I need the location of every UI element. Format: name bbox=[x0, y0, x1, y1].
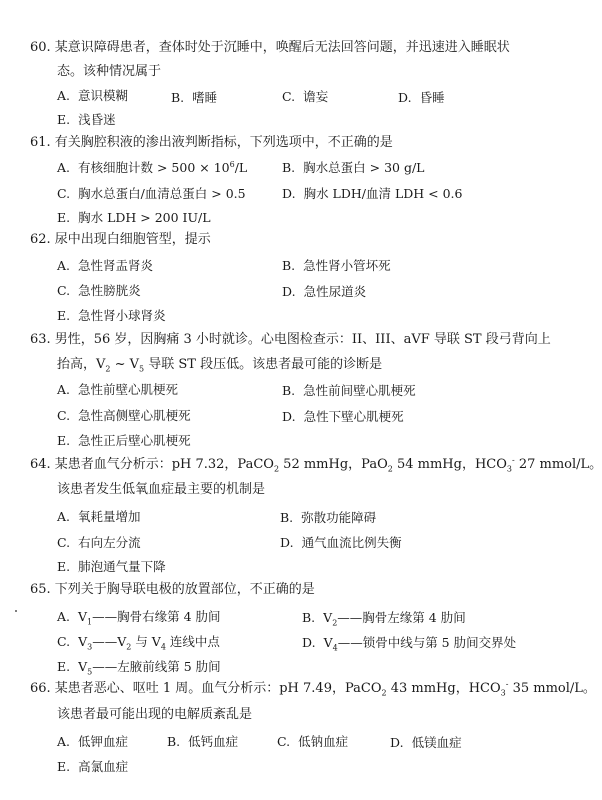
question-number: 66. bbox=[30, 681, 51, 696]
option-e[interactable]: E. 胸水 LDH > 200 IU/L bbox=[57, 210, 211, 225]
option-d[interactable]: D. 昏睡 bbox=[398, 90, 445, 105]
option-c[interactable]: C. 右向左分流 bbox=[57, 535, 141, 550]
option-d[interactable]: D. 急性下壁心肌梗死 bbox=[282, 409, 404, 424]
stem-line-1: 某意识障碍患者，查体时处于沉睡中，唤醒后无法回答问题，并迅速进入睡眠状 bbox=[54, 40, 510, 55]
option-e[interactable]: E. 急性肾小球肾炎 bbox=[57, 308, 166, 323]
stem-line-1: 下列关于胸导联电极的放置部位，不正确的是 bbox=[54, 582, 315, 597]
stem-line-2: 该患者发生低氧血症最主要的机制是 bbox=[57, 482, 266, 497]
option-a[interactable]: A. $V_1——$胸骨右缘第 4 肋间 bbox=[57, 609, 221, 627]
question-number: 61. bbox=[30, 135, 51, 150]
option-e[interactable]: E. 急性正后壁心肌梗死 bbox=[57, 433, 191, 448]
option-b[interactable]: B. 急性肾小管坏死 bbox=[282, 258, 391, 273]
stem-line-2: 抬高，$V_2$ ~ $V_5$ 导联 ST 段压低。该患者最可能的诊断是 bbox=[57, 357, 383, 374]
option-b[interactable]: B. 弥散功能障碍 bbox=[280, 510, 377, 525]
option-d[interactable]: D. 低镁血症 bbox=[390, 735, 462, 750]
option-d[interactable]: D. 急性尿道炎 bbox=[282, 284, 367, 299]
option-c[interactable]: C. 急性高侧壁心肌梗死 bbox=[57, 408, 191, 423]
option-b[interactable]: B. 嗜睡 bbox=[171, 90, 218, 105]
question-stem bbox=[30, 228, 530, 252]
option-b[interactable]: B. $V_2——$胸骨左缘第 4 肋间 bbox=[302, 610, 466, 628]
option-a[interactable]: A. 氧耗量增加 bbox=[57, 509, 141, 524]
option-d[interactable]: D. $V_4——$锁骨中线与第 5 肋间交界处 bbox=[302, 635, 517, 653]
question-stem: 64. 某患者血气分析示：pH 7.32，PaCO$_2$ 52 mmHg，PaO$_2$ 54 mmHg，$HCO_3^-$ 27 mmol/L。 bbox=[30, 453, 530, 477]
option-e[interactable]: E. 肺泡通气量下降 bbox=[57, 559, 166, 574]
option-e[interactable]: E. $V_5——$左腋前线第 5 肋间 bbox=[57, 659, 221, 677]
question-stem bbox=[30, 36, 530, 60]
option-d[interactable]: D. 胸水 LDH/血清 LDH < 0.6 bbox=[282, 186, 463, 201]
option-b[interactable]: B. 低钙血症 bbox=[167, 734, 239, 749]
option-c[interactable]: C. 胸水总蛋白/血清总蛋白 > 0.5 bbox=[57, 186, 246, 201]
option-a[interactable]: A. 急性肾盂肾炎 bbox=[57, 258, 154, 273]
question-number: 65. bbox=[30, 582, 51, 597]
question-stem bbox=[30, 131, 530, 155]
option-b[interactable]: B. 急性前间壁心肌梗死 bbox=[282, 383, 416, 398]
option-e[interactable]: E. 浅昏迷 bbox=[57, 112, 116, 127]
scan-speck bbox=[15, 610, 17, 612]
stem-line-2: 态。该种情况属于 bbox=[57, 64, 162, 79]
question-number: 63. bbox=[30, 332, 51, 347]
stem-line-2: 该患者最可能出现的电解质紊乱是 bbox=[57, 707, 253, 722]
option-e[interactable]: E. 高氯血症 bbox=[57, 759, 129, 774]
option-c[interactable]: C. 谵妄 bbox=[282, 89, 329, 104]
option-a[interactable]: A. 意识模糊 bbox=[57, 88, 129, 103]
option-d[interactable]: D. 通气血流比例失衡 bbox=[280, 535, 402, 550]
option-b[interactable]: B. 胸水总蛋白 > 30 g/L bbox=[282, 160, 425, 175]
option-a[interactable]: A. 低钾血症 bbox=[57, 734, 129, 749]
question-number: 64. bbox=[30, 457, 51, 472]
stem-line-1: 男性，56 岁，因胸痛 3 小时就诊。心电图检查示：II、III、aVF 导联 ST 段弓背向上 bbox=[54, 332, 551, 347]
question-number: 62. bbox=[30, 232, 51, 247]
stem-line-1: 尿中出现白细胞管型，提示 bbox=[54, 232, 211, 247]
question-stem bbox=[30, 578, 530, 602]
question-stem: 66. 某患者恶心、呕吐 1 周。血气分析示：pH 7.49，PaCO$_2$ 43 mmHg，$HCO_3^-$ 35 mmol/L。 bbox=[30, 677, 530, 701]
option-c[interactable]: C. $V_3——V_2$ 与 $V_4$ 连线中点 bbox=[57, 634, 220, 652]
stem-line-1: 有关胸腔积液的渗出液判断指标，下列选项中，不正确的是 bbox=[54, 135, 393, 150]
option-c[interactable]: C. 急性膀胱炎 bbox=[57, 283, 141, 298]
question-stem bbox=[30, 328, 551, 352]
option-a[interactable]: A. 有核细胞计数 > $500 \times 10^6/L$ bbox=[57, 159, 248, 175]
option-c[interactable]: C. 低钠血症 bbox=[277, 734, 349, 749]
question-number: 60. bbox=[30, 40, 51, 55]
option-a[interactable]: A. 急性前壁心肌梗死 bbox=[57, 382, 179, 397]
